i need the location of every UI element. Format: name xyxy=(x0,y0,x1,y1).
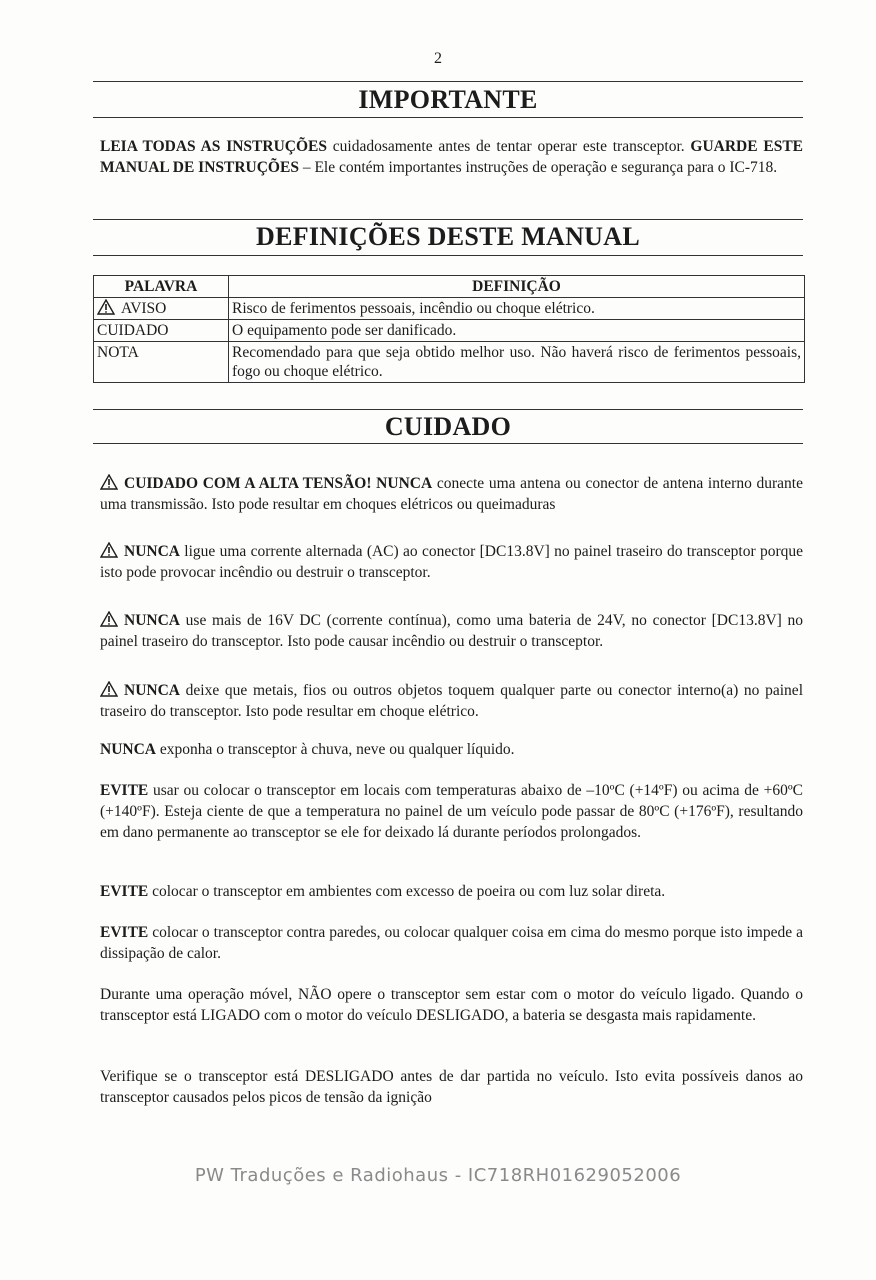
caution-text: colocar o transceptor em ambientes com excesso de poeira ou com luz solar direta. xyxy=(148,883,666,900)
word-text: AVISO xyxy=(121,300,167,317)
caution-lead: EVITE xyxy=(100,782,149,799)
column-header-word: PALAVRA xyxy=(94,276,229,298)
definitions-table xyxy=(93,275,805,383)
section-title-definicoes: DEFINIÇÕES DESTE MANUAL xyxy=(256,222,640,251)
caution-lead: NUNCA xyxy=(124,682,180,699)
importante-paragraph xyxy=(100,136,803,178)
caution-lead: EVITE xyxy=(100,924,149,941)
caution-text: conecte uma antena ou conector de antena interno durante uma transmissão. Isto pode resultar em choques elétricos ou queimaduras xyxy=(100,475,803,513)
section-title-importante: IMPORTANTE xyxy=(358,85,538,114)
caution-text: deixe que metais, fios ou outros objetos toquem qualquer parte ou conector interno(a) no painel traseiro do transceptor. Isto pode resultar em choque elétrico. xyxy=(100,682,803,720)
importante-text-1: cuidadosamente antes de tentar operar este transceptor. xyxy=(326,138,691,155)
word-cell: CUIDADO xyxy=(94,320,229,342)
caution-text: usar ou colocar o transceptor em locais com temperaturas abaixo de –10ºC (+14ºF) ou acima de +60ºC (+140ºF). Esteja ciente de que a temperatura no painel de um veículo pode passar de 80ºC (+176ºF), resultando em dano permanente ao transceptor se ele for deixado lá durante períodos prolongados. xyxy=(100,782,803,841)
caution-text: colocar o transceptor contra paredes, ou colocar qualquer coisa em cima do mesmo porque isto impede a dissipação de calor. xyxy=(100,924,803,962)
warning-triangle-icon xyxy=(100,611,118,627)
column-header-definition: DEFINIÇÃO xyxy=(229,276,805,298)
caution-item xyxy=(100,984,803,1026)
word-cell: NOTA xyxy=(94,342,229,383)
importante-lead-1: LEIA TODAS AS INSTRUÇÕES xyxy=(100,138,327,155)
caution-item xyxy=(100,881,803,902)
footer-credit: PW Traduções e Radiohaus - IC718RH01629052006 xyxy=(194,1165,682,1186)
table-row xyxy=(94,298,805,320)
caution-lead: EVITE xyxy=(100,883,149,900)
definition-cell: O equipamento pode ser danificado. xyxy=(229,320,805,342)
caution-text: Durante uma operação móvel, NÃO opere o transceptor sem estar com o motor do veículo ligado. Quando o transceptor está LIGADO com o motor do veículo DESLIGADO, a bateria se desgasta mais rapidamente. xyxy=(100,986,803,1024)
divider xyxy=(93,443,803,444)
caution-lead: NUNCA xyxy=(100,741,156,758)
divider xyxy=(93,81,803,82)
caution-text: Verifique se o transceptor está DESLIGADO antes de dar partida no veículo. Isto evita possíveis danos ao transceptor causados pelos picos de tensão da ignição xyxy=(100,1068,803,1106)
caution-item xyxy=(100,680,803,722)
definition-cell: Risco de ferimentos pessoais, incêndio ou choque elétrico. xyxy=(229,298,805,320)
caution-lead: NUNCA xyxy=(124,543,180,560)
importante-text-2: – Ele contém importantes instruções de operação e segurança para o IC-718. xyxy=(298,159,778,176)
importante-lead-2: GUARDE ESTE MANUAL DE INSTRUÇÕES xyxy=(100,138,803,176)
warning-triangle-icon xyxy=(97,299,115,315)
table-header-row xyxy=(94,276,805,298)
caution-item xyxy=(100,473,803,515)
divider xyxy=(93,219,803,220)
caution-item xyxy=(100,610,803,652)
caution-lead: NUNCA xyxy=(124,612,180,629)
caution-text: use mais de 16V DC (corrente contínua), como uma bateria de 24V, no conector [DC13.8V] no painel traseiro do transceptor. Isto pode causar incêndio ou destruir o transceptor. xyxy=(100,612,803,650)
page-number: 2 xyxy=(434,50,442,67)
caution-item xyxy=(100,1066,803,1108)
warning-triangle-icon xyxy=(100,474,118,490)
divider xyxy=(93,255,803,256)
table-row xyxy=(94,320,805,342)
caution-text: ligue uma corrente alternada (AC) ao conector [DC13.8V] no painel traseiro do transceptor porque isto pode provocar incêndio ou destruir o transceptor. xyxy=(100,543,803,581)
word-cell xyxy=(94,298,229,320)
caution-item xyxy=(100,922,803,964)
divider xyxy=(93,409,803,410)
divider xyxy=(93,117,803,118)
definition-cell: Recomendado para que seja obtido melhor uso. Não haverá risco de ferimentos pessoais, fogo ou choque elétrico. xyxy=(229,342,805,383)
section-title-cuidado: CUIDADO xyxy=(384,412,512,441)
caution-item xyxy=(100,780,803,843)
caution-lead: CUIDADO COM A ALTA TENSÃO! NUNCA xyxy=(124,475,433,492)
caution-item xyxy=(100,541,803,583)
warning-triangle-icon xyxy=(100,542,118,558)
caution-item xyxy=(100,739,803,760)
table-row xyxy=(94,342,805,383)
caution-text: exponha o transceptor à chuva, neve ou qualquer líquido. xyxy=(155,741,515,758)
warning-triangle-icon xyxy=(100,681,118,697)
